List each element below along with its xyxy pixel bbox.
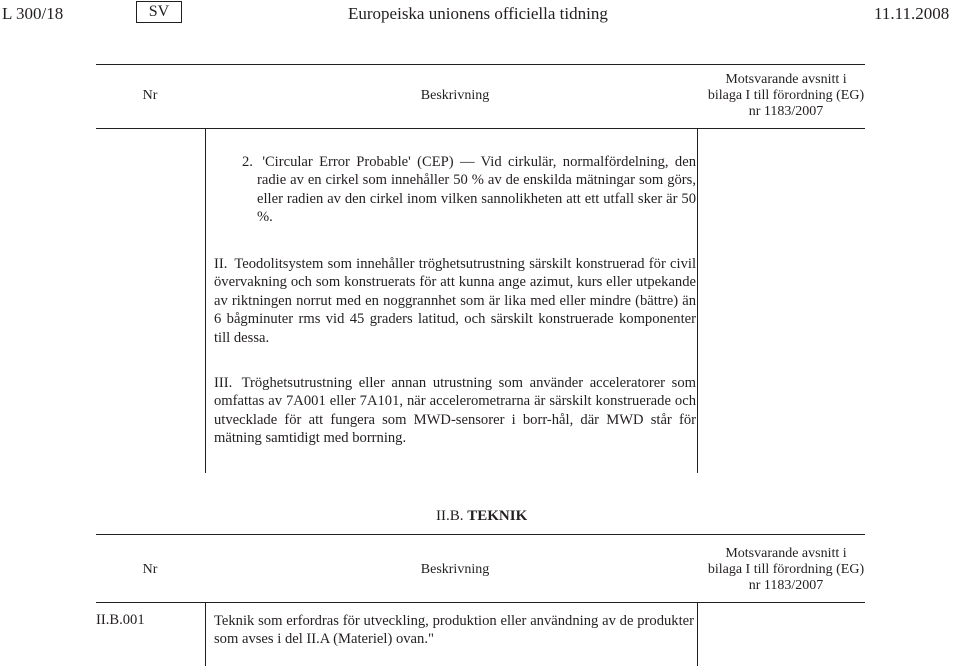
table1-ref-line-1: Motsvarande avsnitt i	[725, 72, 847, 87]
table1-column-divider-left	[205, 128, 206, 473]
journal-title: Europeiska unionens officiella tidning	[348, 4, 608, 23]
table1-header-rule	[96, 128, 865, 129]
table2-row-description: Teknik som erfordras för utveckling, produktion eller användning av de produkter som avses i del II.A (Materiel) ovan."	[214, 613, 694, 648]
paragraph-II	[214, 255, 696, 347]
paragraph-III	[214, 374, 696, 448]
paragraph-2	[242, 153, 696, 227]
section-prefix: II.B.	[436, 508, 464, 524]
publication-date: 11.11.2008	[874, 4, 950, 23]
table1-header-description: Beskrivning	[420, 88, 490, 103]
language-badge: SV	[136, 1, 182, 23]
table2-ref-line-1: Motsvarande avsnitt i	[725, 546, 847, 561]
section-title: TEKNIK	[467, 508, 528, 524]
table1-ref-line-3: nr 1183/2007	[748, 104, 824, 119]
table2-ref-line-3: nr 1183/2007	[748, 578, 824, 593]
table2-header-description: Beskrivning	[420, 562, 490, 577]
table1-header-reference	[696, 72, 876, 120]
table2-top-rule	[96, 534, 865, 535]
paragraph-II-number: II.	[214, 256, 228, 272]
page-reference: L 300/18	[2, 4, 64, 23]
table1-column-divider-right	[697, 128, 698, 473]
table2-header-reference	[696, 546, 876, 594]
paragraph-2-number: 2.	[242, 154, 253, 170]
table1-ref-line-2: bilaga I till förordning (EG)	[707, 88, 865, 103]
table2-column-divider-right	[697, 602, 698, 666]
table2-header-nr: Nr	[142, 562, 158, 577]
paragraph-III-text: Tröghetsutrustning eller annan utrustning som använder acceleratorer som omfattas av 7A001 eller 7A101, när accelerometrarna är särskilt konstruerade och utvecklade för att fungera som MWD-sensorer i borr-hål, där MWD står för mätning samtidigt med borrning.	[214, 375, 696, 447]
table1-header-nr: Nr	[142, 88, 158, 103]
table2-column-divider-left	[205, 602, 206, 666]
section-heading	[436, 508, 527, 525]
table2-header-rule	[96, 602, 865, 603]
paragraph-III-number: III.	[214, 375, 233, 391]
table2-row-number: II.B.001	[96, 612, 145, 628]
paragraph-2-text: 'Circular Error Probable' (CEP) — Vid cirkulär, normalfördelning, den radie av en cirkel som innehåller 50 % av de enskilda mätningar som görs, eller radien av den cirkel inom vilken sannolikheten att ett utfall sker är 50 %.	[257, 154, 696, 226]
table1-top-rule	[96, 64, 865, 65]
table2-ref-line-2: bilaga I till förordning (EG)	[707, 562, 865, 577]
paragraph-II-text: Teodolitsystem som innehåller tröghetsutrustning särskilt konstruerad för civil övervakning och som konstruerats för att kunna ange azimut, kurs eller utpekande av riktningen norrut med en noggrannhet som är lika med eller mindre (bättre) än 6 bågminuter rms vid 45 graders latitud, och särskilt konstruerade komponenter till dessa.	[214, 256, 697, 346]
